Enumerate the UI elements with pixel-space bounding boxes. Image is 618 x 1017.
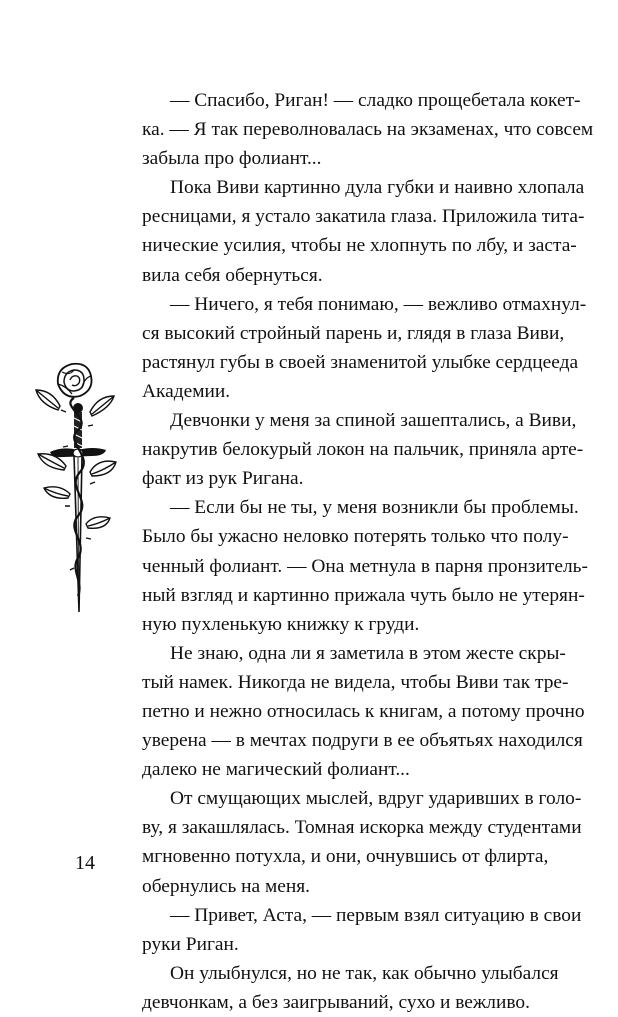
text-line: нические усилия, чтобы не хлопнуть по лбу, и заста- (142, 235, 577, 257)
text-line: петно и нежно относилась к книгам, а потому прочно (142, 700, 585, 722)
text-line: Не знаю, одна ли я заметила в этом жесте скры- (170, 642, 566, 664)
text-line: ресницами, я устало закатила глаза. Приложила тита- (142, 206, 585, 228)
text-line: Пока Виви картинно дула губки и наивно хлопала (170, 177, 585, 199)
text-line: растянул губы в своей знаменитой улыбке сердцееда (142, 351, 579, 373)
rose-dagger-ornament-icon (30, 360, 120, 615)
paragraph (142, 901, 582, 959)
text-line: тый намек. Никогда не видела, чтобы Виви так тре- (142, 671, 569, 693)
text-line: забыла про фолиант... (142, 148, 322, 170)
text-line: факт из рук Ригана. (142, 468, 304, 490)
text-line: ченный фолиант. — Она метнула в парня пронзитель- (142, 555, 588, 577)
page-number: 14 (75, 852, 95, 874)
paragraph (142, 784, 582, 900)
text-line: — Если бы не ты, у меня возникли бы проблемы. (170, 497, 579, 519)
paragraph (142, 86, 594, 173)
text-line: Академии. (142, 380, 231, 402)
text-line: девчонкам, а без заигрываний, сухо и вежливо. (142, 991, 530, 1013)
text-line: — Спасибо, Риган! — сладко прощебетала кокет- (170, 90, 581, 111)
text-line: ный взгляд и картинно прижала чуть было не утерян- (142, 584, 585, 606)
text-line: — Привет, Аста, — первым взял ситуацию в свои (170, 904, 582, 926)
text-line: Было бы ужасно неловко потерять только что полу- (142, 526, 569, 548)
text-line: От смущающих мыслей, вдруг ударивших в голо- (170, 788, 582, 810)
text-line: мгновенно потухла, и они, очнувшись от флирта, (142, 846, 549, 868)
text-line: накрутив белокурый локон на пальчик, приняла арте- (142, 439, 584, 461)
paragraph (142, 173, 585, 289)
text-line: Девчонки у меня за спиной зашептались, а Виви, (170, 410, 577, 432)
paragraph (142, 290, 587, 406)
text-line: ся высокий стройный парень и, глядя в глаза Виви, (142, 322, 565, 344)
text-line: ка. — Я так переволновалась на экзаменах, что совсем (142, 119, 594, 141)
text-line: — Ничего, я тебя понимаю, — вежливо отмахнул- (170, 293, 587, 315)
body-text (142, 86, 594, 1017)
text-line: обернулись на меня. (142, 875, 311, 897)
text-line: ву, я закашлялась. Томная искорка между студентами (142, 817, 582, 839)
text-line: далеко не магический фолиант... (142, 759, 410, 781)
text-line: уверена — в мечтах подруги в ее объятьях находился (142, 730, 583, 752)
text-line: ную пухленькую книжку к груди. (142, 613, 420, 635)
text-line: руки Риган. (142, 933, 239, 955)
paragraph (142, 959, 559, 1017)
text-line: Он улыбнулся, но не так, как обычно улыбался (170, 962, 559, 984)
text-line: вила себя обернуться. (142, 264, 323, 286)
paragraph (142, 406, 584, 493)
paragraph (142, 493, 588, 638)
paragraph (142, 639, 585, 784)
